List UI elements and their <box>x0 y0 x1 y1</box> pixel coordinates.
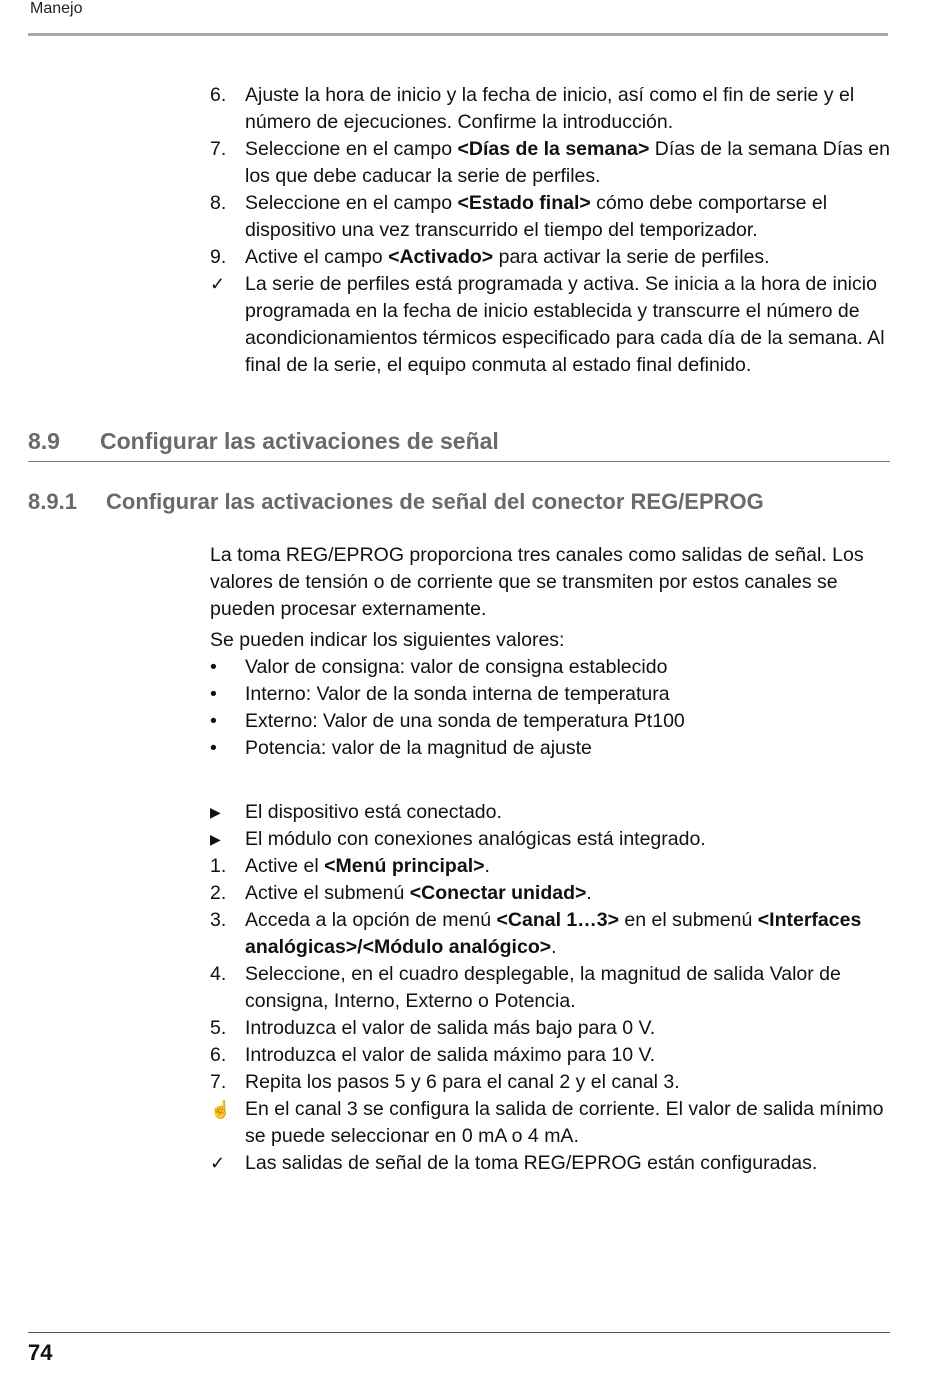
page-number: 74 <box>28 1340 53 1365</box>
top-list-item <box>210 244 900 271</box>
text-run: En el canal 3 se configura la salida de corriente. El valor de salida mínimo se puede seleccionar en 0 mA o 4 mA. <box>245 1098 884 1147</box>
subsection-heading <box>28 489 764 515</box>
step-item <box>210 961 900 1015</box>
text-run: . <box>551 936 557 958</box>
text-run: Active el submenú <box>245 882 410 904</box>
triangle-right-icon: ▶ <box>210 804 221 820</box>
step-item <box>210 1150 900 1177</box>
list-item-text <box>245 273 885 376</box>
list-item-text <box>245 138 890 187</box>
list-item-text <box>245 801 502 823</box>
ui-field-reference: <Días de la semana> <box>457 138 650 160</box>
list-marker: 6. <box>210 84 227 106</box>
list-marker: 6. <box>210 1044 227 1066</box>
list-item-text <box>245 909 861 958</box>
step-item <box>210 799 900 826</box>
text-run: Active el campo <box>245 246 389 268</box>
list-item-text <box>245 882 592 904</box>
list-item-text <box>245 855 490 877</box>
text-run: en el submenú <box>619 909 758 931</box>
text-run: Las salidas de señal de la toma REG/EPROG están configuradas. <box>245 1152 818 1174</box>
text-run: Seleccione en el campo <box>245 192 458 214</box>
text-run: Ajuste la hora de inicio y la fecha de inicio, así como el fin de serie y el número de ejecuciones. Confirme la introducción. <box>245 84 855 133</box>
list-item-text <box>245 1044 655 1066</box>
list-marker: 2. <box>210 882 227 904</box>
check-icon: ✓ <box>210 274 226 294</box>
subsection-title: Configurar las activaciones de señal del conector REG/EPROG <box>106 489 764 514</box>
step-item <box>210 853 900 880</box>
footer-rule <box>28 1332 890 1333</box>
bullet-text: Interno: Valor de la sonda interna de temperatura <box>245 683 670 705</box>
list-item-text <box>245 84 854 133</box>
list-marker: 7. <box>210 138 227 160</box>
text-run: Seleccione en el campo <box>245 138 458 160</box>
top-list-item <box>210 136 900 190</box>
section-number: 8.9 <box>28 428 60 454</box>
running-head: Manejo <box>30 0 83 17</box>
bullet-icon: • <box>210 656 217 678</box>
text-run: Seleccione, en el cuadro desplegable, la magnitud de salida Valor de consigna, Interno, Externo o Potencia. <box>245 963 841 1012</box>
text-run: para activar la serie de perfiles. <box>493 246 770 268</box>
list-item-text <box>245 1098 883 1147</box>
values-intro: Se pueden indicar los siguientes valores: <box>210 629 565 651</box>
check-icon: ✓ <box>210 1153 226 1173</box>
intro-paragraph: La toma REG/EPROG proporciona tres canales como salidas de señal. Los valores de tensión o de corriente que se transmiten por estos canales se pueden procesar externamente. <box>210 544 864 620</box>
text-run: Acceda a la opción de menú <box>245 909 497 931</box>
ui-field-reference: <Menú principal> <box>324 855 485 877</box>
list-item-text <box>245 963 841 1012</box>
text-run: Repita los pasos 5 y 6 para el canal 2 y el canal 3. <box>245 1071 680 1093</box>
list-marker: 7. <box>210 1071 227 1093</box>
bullet-icon: • <box>210 737 217 759</box>
top-step-list <box>210 82 900 379</box>
section-title: Configurar las activaciones de señal <box>100 428 499 454</box>
top-list-item <box>210 190 900 244</box>
list-marker: 1. <box>210 855 227 877</box>
top-list-item <box>210 271 900 379</box>
list-item-text <box>245 192 827 241</box>
value-bullet-item <box>210 654 900 681</box>
bullet-icon: • <box>210 683 217 705</box>
ui-field-reference: <Activado> <box>388 246 494 268</box>
text-run: La serie de perfiles está programada y activa. Se inicia a la hora de inicio programada en la fecha de inicio establecida y transcurre el número de acondicionamientos térmicos especificado para cada día de la semana. Al final de la serie, el equipo conmuta al estado final definido. <box>245 273 885 376</box>
value-bullet-item <box>210 681 900 708</box>
step-item <box>210 1069 900 1096</box>
triangle-right-icon: ▶ <box>210 831 221 847</box>
text-run: Introduzca el valor de salida más bajo para 0 V. <box>245 1017 656 1039</box>
ui-field-reference: <Interfaces analógicas>/<Módulo analógico> <box>245 909 862 958</box>
step-item <box>210 1096 900 1150</box>
value-bullet-item <box>210 708 900 735</box>
value-bullet-item <box>210 735 900 762</box>
text-run: Active el <box>245 855 325 877</box>
list-item-text <box>245 1071 680 1093</box>
intro-block <box>210 542 900 762</box>
list-marker: 8. <box>210 192 227 214</box>
value-bullet-list <box>210 654 900 762</box>
text-run: El dispositivo está conectado. <box>245 801 502 823</box>
hand-pointing-icon: ☝ <box>210 1100 232 1119</box>
text-run: Días de la semana Días en los que debe caducar la serie de perfiles. <box>245 138 890 187</box>
bullet-icon: • <box>210 710 217 732</box>
bullet-text: Potencia: valor de la magnitud de ajuste <box>245 737 592 759</box>
step-item <box>210 1042 900 1069</box>
text-run: El módulo con conexiones analógicas está integrado. <box>245 828 706 850</box>
text-run: . <box>586 882 592 904</box>
list-marker: 4. <box>210 963 227 985</box>
list-item-text <box>245 828 706 850</box>
list-item-text <box>245 1152 817 1174</box>
step-item <box>210 826 900 853</box>
header-rule <box>28 33 888 36</box>
text-run: cómo debe comportarse el dispositivo una vez transcurrido el tiempo del temporizador. <box>245 192 828 241</box>
bullet-text: Externo: Valor de una sonda de temperatura Pt100 <box>245 710 685 732</box>
list-marker: 5. <box>210 1017 227 1039</box>
step-item <box>210 907 900 961</box>
step-item <box>210 1015 900 1042</box>
bullet-text: Valor de consigna: valor de consigna establecido <box>245 656 668 678</box>
list-marker: 3. <box>210 909 227 931</box>
subsection-number: 8.9.1 <box>28 489 77 514</box>
section-heading <box>28 428 890 462</box>
top-list-item <box>210 82 900 136</box>
list-marker: 9. <box>210 246 227 268</box>
list-item-text <box>245 246 770 268</box>
ui-field-reference: <Estado final> <box>457 192 591 214</box>
ui-field-reference: <Canal 1…3> <box>496 909 619 931</box>
ui-field-reference: <Conectar unidad> <box>409 882 587 904</box>
step-item <box>210 880 900 907</box>
text-run: Introduzca el valor de salida máximo para 10 V. <box>245 1044 656 1066</box>
procedure-step-list <box>210 799 900 1177</box>
text-run: . <box>484 855 490 877</box>
list-item-text <box>245 1017 655 1039</box>
